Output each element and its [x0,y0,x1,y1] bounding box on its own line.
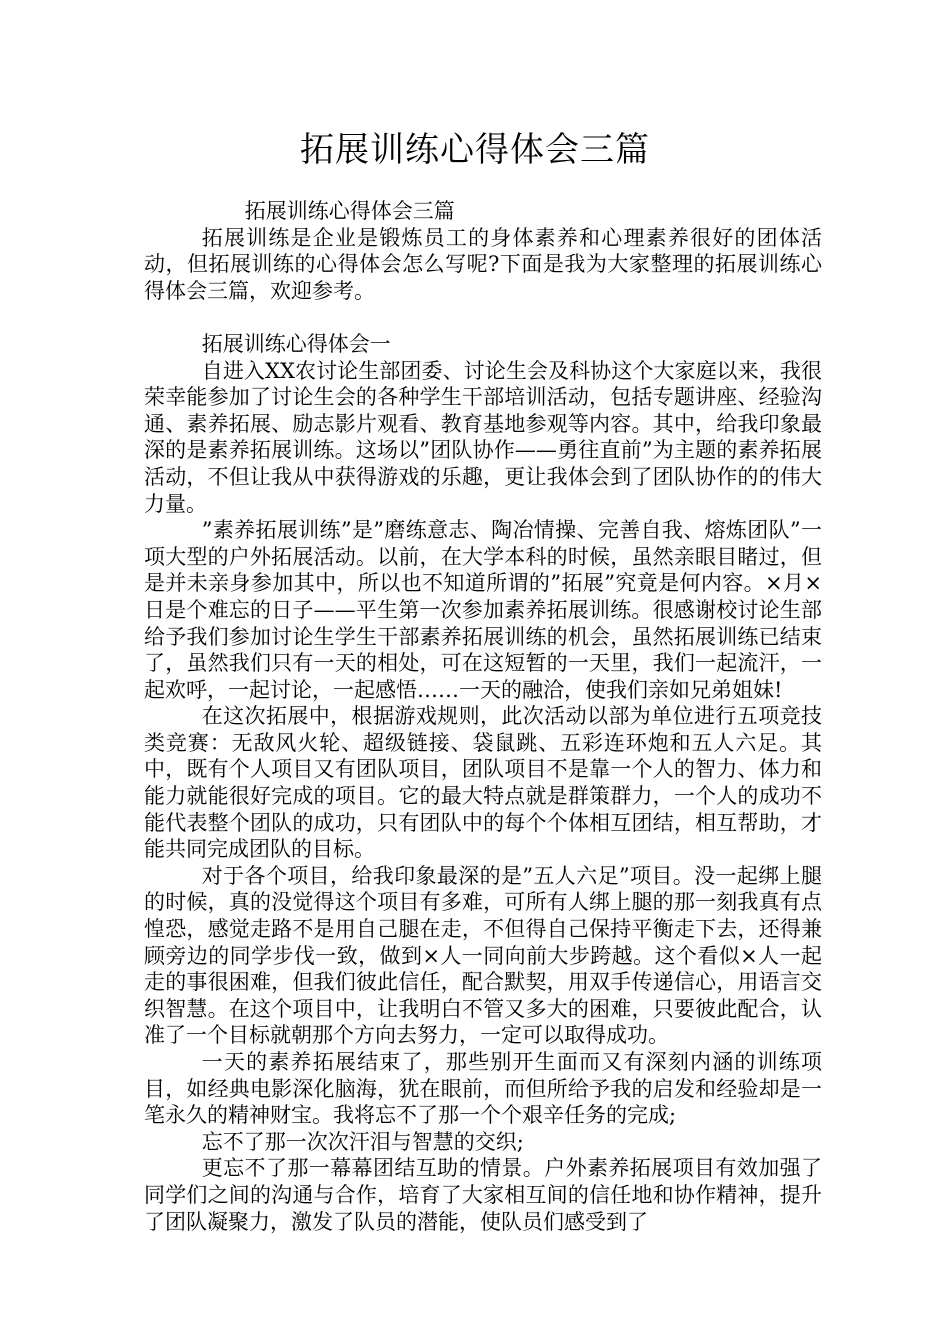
body-paragraph: ”素养拓展训练”是”磨练意志、陶冶情操、完善自我、熔炼团队”一项大型的户外拓展活动。以前，在大学本科的时候，虽然亲眼目睹过，但是并未亲身参加其中，所以也不知道所谓的”拓展”究竟是何内容。×月×日是个难忘的日子——平生第一次参加素养拓展训练。很感谢校讨论生部给予我们参加讨论生学生干部素养拓展训练的机会，虽然拓展训练已结束了，虽然我们只有一天的相处，可在这短暂的一天里，我们一起流汗，一起欢呼，一起讨论，一起感悟……一天的融洽，使我们亲如兄弟姐妹! [144,518,822,702]
intro-paragraph: 拓展训练是企业是锻炼员工的身体素养和心理素养很好的团体活动，但拓展训练的心得体会怎么写呢?下面是我为大家整理的拓展训练心得体会三篇，欢迎参考。 [144,225,822,303]
body-paragraph: 自进入XX农讨论生部团委、讨论生会及科协这个大家庭以来，我很荣幸能参加了讨论生会的各种学生干部培训活动，包括专题讲座、经验沟通、素养拓展、励志影片观看、教育基地参观等内容。其中，给我印象最深的是素养拓展训练。这场以”团队协作——勇往直前”为主题的素养拓展活动，不但让我从中获得游戏的乐趣，更让我体会到了团队协作的的伟大力量。 [144,358,822,516]
document-title: 拓展训练心得体会三篇 [300,130,650,170]
body-paragraph: 一天的素养拓展结束了，那些别开生面而又有深刻内涵的训练项目，如经典电影深化脑海，犹在眼前，而但所给予我的启发和经验却是一笔永久的精神财宝。我将忘不了那一个个艰辛任务的完成; [144,1050,822,1128]
body-paragraph: 更忘不了那一幕幕团结互助的情景。户外素养拓展项目有效加强了同学们之间的沟通与合作，培育了大家相互间的信任地和协作精神，提升了团队凝聚力，激发了队员的潜能，使队员们感受到了 [144,1156,822,1234]
document-subtitle: 拓展训练心得体会三篇 [244,199,455,223]
document-body [144,198,822,1235]
body-paragraph: 在这次拓展中，根据游戏规则，此次活动以部为单位进行五项竞技类竞赛：无敌风火轮、超级链接、袋鼠跳、五彩连环炮和五人六足。其中，既有个人项目又有团队项目，团队项目不是靠一个人的智力、体力和能力就能很好完成的项目。它的最大特点就是群策群力，一个人的成功不能代表整个团队的成功，只有团队中的每个个体相互团结，相互帮助，才能共同完成团队的目标。 [144,704,822,862]
body-paragraph: 忘不了那一次次汗泪与智慧的交织; [201,1129,524,1154]
section-heading: 拓展训练心得体会一 [201,331,391,356]
body-paragraph: 对于各个项目，给我印象最深的是”五人六足”项目。没一起绑上腿的时候，真的没觉得这个项目有多难，可所有人绑上腿的那一刻我真有点惶恐，感觉走路不是用自己腿在走，不但得自己保持平衡走下去，还得兼顾旁边的同学步伐一致，做到×人一同向前大步跨越。这个看似×人一起走的事很困难，但我们彼此信任，配合默契，用双手传递信心，用语言交织智慧。在这个项目中，让我明白不管又多大的困难，只要彼此配合，认准了一个目标就朝那个方向去努力，一定可以取得成功。 [144,863,822,1048]
